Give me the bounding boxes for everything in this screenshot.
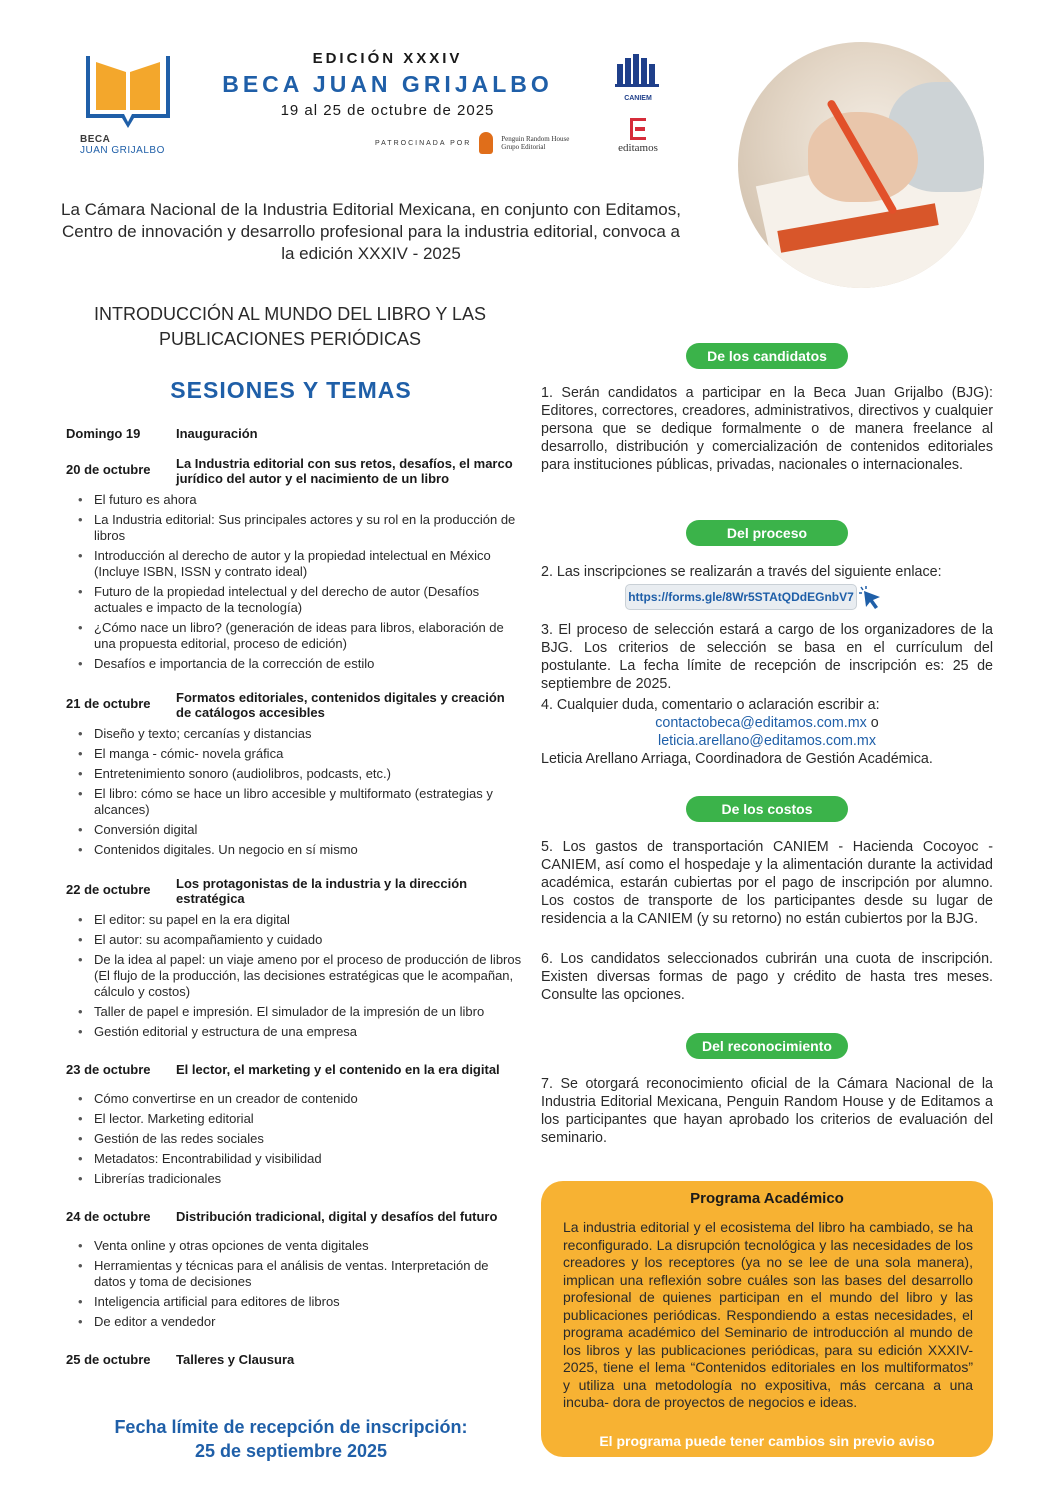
deadline-label: Fecha límite de recepción de inscripción: — [114, 1417, 468, 1437]
event-dates: 19 al 25 de octubre de 2025 — [280, 102, 495, 119]
list-item: • Cómo convertirse en un creador de contenido — [66, 1091, 522, 1107]
list-item: • Conversión digital — [66, 822, 522, 838]
list-item: • El manga - cómic- novela gráfica — [66, 746, 522, 762]
deadline-notice — [60, 1415, 522, 1463]
list-item: • Gestión editorial y estructura de una empresa — [66, 1024, 522, 1040]
list-item: • Taller de papel e impresión. El simulador de la impresión de un libro — [66, 1004, 522, 1020]
proceso-text-3: 3. El proceso de selección estará a cargo de los organizadores de la BJG. Los criterios de selección se basa en el currículum del postulante. La fecha límite de recepción de inscripción es: 25 de septiembre de 2025. — [541, 622, 993, 692]
list-item: • Gestión de las redes sociales — [66, 1131, 522, 1147]
header-title-block — [190, 50, 585, 119]
registration-form-link[interactable]: https://forms.gle/8Wr5STAtQDdEGnbV7 — [625, 584, 857, 610]
session-day — [66, 690, 522, 720]
session-day — [66, 1352, 522, 1367]
program-text: La industria editorial y el ecosistema del libro ha cambiado, se ha reconfigurado. La disrupción tecnológica y las necesidades de los creadores y los receptores (ya no se lee de una sola manera), implican una reflexión sobre cuáles son las bases del desarrollo profesional de quienes participan en el mundo del libro y las publicaciones periódicas. Respondiendo a estas necesidades, el programa académico del Seminario de introducción al mundo de los libros y las publicaciones periódicas, para su edición XXXIV-2025, tiene el lema “Contenidos editoriales en los multiformatos” y utiliza una metodología no expositiva, más cercana a una incuba- dora de proyectos de negocios e ideas. — [563, 1219, 973, 1410]
caniem-books-icon — [615, 54, 661, 88]
deadline-date: 25 de septiembre 2025 — [194, 1441, 388, 1461]
email-line-2 — [541, 732, 993, 750]
email-link[interactable]: contactobeca@editamos.com.mx — [655, 715, 867, 731]
sponsor-name: Penguin Random House Grupo Editorial — [501, 135, 570, 151]
email-line-1 — [541, 714, 993, 732]
session-date: 24 de octubre — [66, 1209, 151, 1224]
session-topics — [66, 726, 522, 858]
list-item: • El libro: cómo se hace un libro accesible y multiformato (estrategias y alcances) — [66, 786, 522, 818]
caniem-logo — [612, 54, 664, 102]
sponsor-label: PATROCINADA POR — [375, 139, 472, 147]
list-item: • La Industria editorial: Sus principales actores y su rol en la producción de libros — [66, 512, 522, 544]
section-badge-reconocimiento: Del reconocimiento — [686, 1033, 848, 1059]
session-title: Distribución tradicional, digital y desafíos del futuro — [176, 1209, 498, 1224]
session-date: 22 de octubre — [66, 882, 151, 897]
session-date: 23 de octubre — [66, 1062, 151, 1077]
edition-label: EDICIÓN XXXIV — [312, 50, 463, 67]
session-title: El lector, el marketing y el contenido en la era digital — [176, 1062, 500, 1077]
list-item: • Contenidos digitales. Un negocio en sí mismo — [66, 842, 522, 858]
list-item: • El editor: su papel en la era digital — [66, 912, 522, 928]
list-item: • El autor: su acompañamiento y cuidado — [66, 932, 522, 948]
candidatos-text: 1. Serán candidatos a participar en la Beca Juan Grijalbo (BJG): Editores, correctores, creadores, administrativos, directivos y cualquier persona que se dedique formalmente o de manera freelance al desarrollo, distribución y comercialización de contenidos editoriales para instituciones públicas, privadas, nacionales o internacionales. — [541, 385, 993, 473]
session-topics — [66, 492, 522, 672]
sponsor-line — [375, 132, 581, 154]
logo-text-beca: BECA — [80, 134, 111, 145]
list-item: • Inteligencia artificial para editores de libros — [66, 1294, 522, 1310]
book-logo-icon — [78, 52, 178, 134]
costos-text-6: 6. Los candidatos seleccionados cubrirán una cuota de inscripción. Existen diversas formas de pago y crédito de hasta tres meses. Consulte las opciones. — [541, 951, 993, 1003]
session-title: Inauguración — [176, 426, 258, 441]
writing-hand-photo — [738, 42, 984, 288]
program-footer: El programa puede tener cambios sin previo aviso — [599, 1433, 935, 1449]
costos-text-5: 5. Los gastos de transportación CANIEM - Hacienda Cocoyoc - CANIEM, así como el hospedaje y la alimentación durante la actividad académica, estarán cubiertas por el pago de inscripción por alumno. Los costos de transporte de los participantes desde su lugar de residencia a la CANIEM (y su retorno) no están cubiertos por la BJG. — [541, 839, 993, 927]
editamos-label: editamos — [618, 142, 658, 154]
list-item: • El lector. Marketing editorial — [66, 1111, 522, 1127]
list-item: • ¿Cómo nace un libro? (generación de ideas para libros, elaboración de una propuesta editorial, proceso de edición) — [66, 620, 522, 652]
proceso-text-2: 2. Las inscripciones se realizarán a través del siguiente enlace: — [541, 564, 942, 580]
session-day — [66, 426, 522, 441]
contact-name: Leticia Arellano Arriaga, Coordinadora de Gestión Académica. — [541, 751, 933, 767]
list-item: • Entretenimiento sonoro (audiolibros, podcasts, etc.) — [66, 766, 522, 782]
session-date: 21 de octubre — [66, 696, 151, 711]
list-item: • Librerías tradicionales — [66, 1171, 522, 1187]
list-item: • De la idea al papel: un viaje ameno por el proceso de producción de libros (El flujo de la producción, las decisiones estratégicas que le acompañan, cálculo y costos) — [66, 952, 522, 1000]
session-topics — [66, 1091, 522, 1187]
session-title: Talleres y Clausura — [176, 1352, 295, 1367]
session-day — [66, 1209, 522, 1224]
list-item: • Desafíos e importancia de la corrección de estilo — [66, 656, 522, 672]
list-item: • Diseño y texto; cercanías y distancias — [66, 726, 522, 742]
session-topics — [66, 912, 522, 1040]
course-subtitle: INTRODUCCIÓN AL MUNDO DEL LIBRO Y LAS PUBLICACIONES PERIÓDICAS — [93, 304, 487, 349]
session-topics — [66, 1238, 522, 1330]
session-title: Formatos editoriales, contenidos digitales y creación de catálogos accesibles — [176, 690, 505, 720]
list-item: • Herramientas y técnicas para el análisis de ventas. Interpretación de datos y toma de decisiones — [66, 1258, 522, 1290]
session-day — [66, 876, 522, 906]
list-item: • El futuro es ahora — [66, 492, 522, 508]
email-joiner: o — [866, 715, 879, 731]
caniem-label: CANIEM — [624, 95, 652, 102]
list-item: • Metadatos: Encontrabilidad y visibilidad — [66, 1151, 522, 1167]
email-link[interactable]: leticia.arellano@editamos.com.mx — [658, 733, 876, 749]
session-day — [66, 1062, 522, 1077]
session-date: Domingo 19 — [66, 426, 141, 441]
section-badge-costos: De los costos — [686, 796, 848, 822]
list-item: • De editor a vendedor — [66, 1314, 522, 1330]
list-item: • Venta online y otras opciones de venta digitales — [66, 1238, 522, 1254]
penguin-icon — [479, 132, 493, 154]
session-day — [66, 456, 522, 486]
editamos-logo — [606, 118, 670, 154]
section-badge-candidatos: De los candidatos — [686, 343, 848, 369]
session-date: 20 de octubre — [66, 462, 151, 477]
beca-logo — [78, 52, 178, 162]
reconocimiento-text: 7. Se otorgará reconocimiento oficial de la Cámara Nacional de la Industria Editorial Mexicana, Penguin Random House y de Editamos a los participantes que hayan aprobado los criterios de evaluación del seminario. — [541, 1076, 993, 1146]
proceso-text-4: 4. Cualquier duda, comentario o aclaración escribir a: — [541, 697, 880, 713]
logo-text-name: JUAN GRIJALBO — [80, 145, 165, 156]
page-title: BECA JUAN GRIJALBO — [222, 71, 553, 97]
academic-program-box — [541, 1181, 993, 1457]
editamos-mark-icon — [630, 118, 646, 140]
session-title: Los protagonistas de la industria y la dirección estratégica — [176, 876, 468, 906]
list-item: • Introducción al derecho de autor y la propiedad intelectual en México (Incluye ISBN, ISSN y contrato ideal) — [66, 548, 522, 580]
session-date: 25 de octubre — [66, 1352, 151, 1367]
session-title: La Industria editorial con sus retos, desafíos, el marco jurídico del autor y el nacimiento de un libro — [176, 456, 513, 486]
program-title: Programa Académico — [690, 1190, 844, 1207]
intro-paragraph: La Cámara Nacional de la Industria Editorial Mexicana, en conjunto con Editamos, Centro de innovación y desarrollo profesional para la industria editorial, convoca a la edición XXXIV - 2025 — [61, 200, 681, 263]
sessions-heading: SESIONES Y TEMAS — [170, 377, 412, 403]
pointer-cursor-icon — [858, 585, 886, 613]
list-item: • Futuro de la propiedad intelectual y del derecho de autor (Desafíos actuales e impacto de la tecnología) — [66, 584, 522, 616]
sessions-list — [66, 420, 522, 1367]
section-badge-proceso: Del proceso — [686, 520, 848, 546]
